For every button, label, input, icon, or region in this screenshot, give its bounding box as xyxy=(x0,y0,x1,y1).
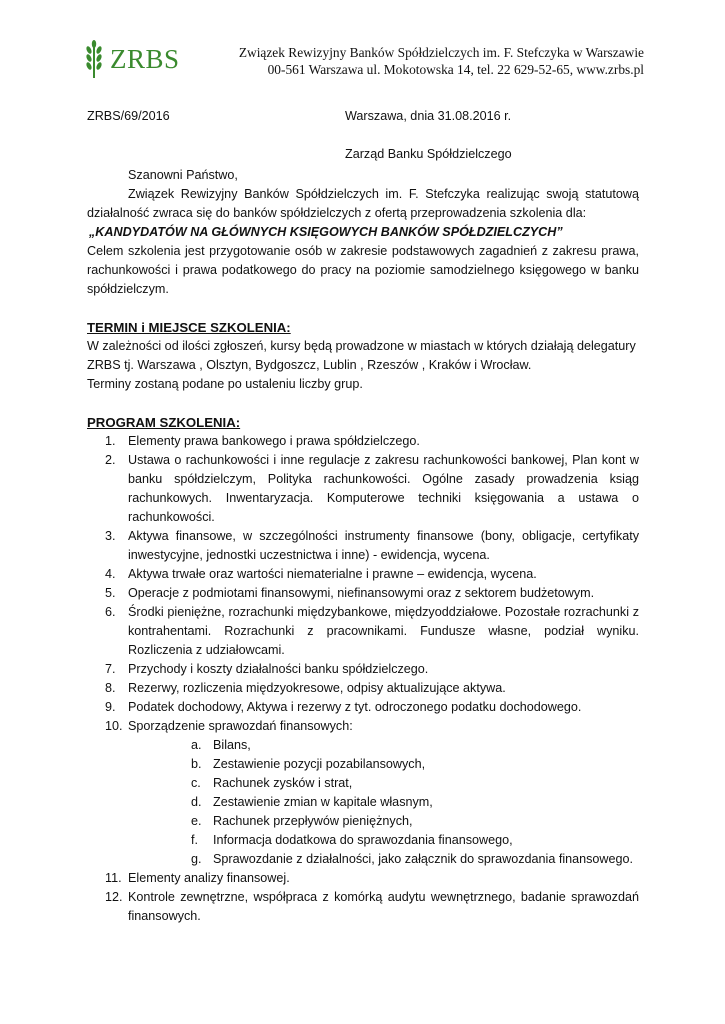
organization-info xyxy=(239,44,644,78)
logo-text: ZRBS xyxy=(110,43,180,74)
item-text: Przychody i koszty działalności banku spółdzielczego. xyxy=(128,662,429,676)
item-number: 2. xyxy=(105,453,116,467)
letter-body xyxy=(87,107,639,926)
item-text: Podatek dochodowy, Aktywa i rezerwy z tyt. odroczonego podatku dochodowego. xyxy=(128,700,582,714)
sub-item-text: Rachunek przepływów pieniężnych, xyxy=(213,814,413,828)
item-number: 12. xyxy=(105,890,123,904)
sub-item xyxy=(128,774,639,793)
reference-row xyxy=(87,107,639,126)
item-text: Sporządzenie sprawozdań finansowych: xyxy=(128,719,353,733)
sub-item-letter: b. xyxy=(191,757,202,771)
item-text: Ustawa o rachunkowości i inne regulacje z zakresu rachunkowości bankowej, Plan kont w banku spółdzielczym, Polityka rachunkowości. Ogólne zasady prowadzenia ksiąg rachunkowych. Inwentaryzacja. Komputerowe techniki księgowania a ustawa o rachunkowości. xyxy=(128,453,639,524)
item-text: Kontrole zewnętrzne, współpraca z komórką audytu wewnętrznego, badanie sprawozdań finansowych. xyxy=(128,890,639,923)
item-number: 8. xyxy=(105,681,116,695)
item-text: Rezerwy, rozliczenia międzyokresowe, odpisy aktualizujące aktywa. xyxy=(128,681,506,695)
item-number: 3. xyxy=(105,529,116,543)
sub-item xyxy=(128,755,639,774)
termin-heading: TERMIN i MIEJSCE SZKOLENIA: xyxy=(87,320,291,335)
item-number: 9. xyxy=(105,700,116,714)
program-item xyxy=(87,869,639,888)
program-item xyxy=(87,565,639,584)
wheat-icon xyxy=(84,40,104,78)
program-item xyxy=(87,527,639,565)
intro-paragraph: Związek Rewizyjny Banków Spółdzielczych im. F. Stefczyka realizując swoją statutową działalność zwraca się do banków spółdzielczych z ofertą przeprowadzenia szkolenia dla: xyxy=(87,187,639,220)
sub-item-letter: g. xyxy=(191,852,202,866)
termin-line: ZRBS tj. Warszawa , Olsztyn, Bydgoszcz, Lublin , Rzeszów , Kraków i Wrocław. xyxy=(87,358,532,372)
item-text: Aktywa trwałe oraz wartości niematerialne i prawne – ewidencja, wycena. xyxy=(128,567,537,581)
sub-item-letter: a. xyxy=(191,738,202,752)
item-number: 11. xyxy=(105,871,122,885)
sub-item xyxy=(128,812,639,831)
sub-item-letter: c. xyxy=(191,776,201,790)
zrbs-logo xyxy=(84,40,180,78)
sub-item-letter: d. xyxy=(191,795,202,809)
program-item xyxy=(87,584,639,603)
item-number: 4. xyxy=(105,567,116,581)
item-text: Elementy analizy finansowej. xyxy=(128,871,290,885)
item-number: 10. xyxy=(105,719,123,733)
program-item xyxy=(87,679,639,698)
program-heading: PROGRAM SZKOLENIA: xyxy=(87,415,241,430)
termin-line: Terminy zostaną podane po ustaleniu liczby grup. xyxy=(87,377,363,391)
sub-item-text: Rachunek zysków i strat, xyxy=(213,776,353,790)
program-item xyxy=(87,888,639,926)
sub-item-letter: f. xyxy=(191,833,198,847)
sub-item-text: Sprawozdanie z działalności, jako załącznik do sprawozdania finansowego. xyxy=(213,852,634,866)
goal-paragraph: Celem szkolenia jest przygotowanie osób w zakresie podstawowych zagadnień z zakresu prawa, rachunkowości i prawa podatkowego do pracy na poziomie samodzielnego księgowego w banku spółdzielczym. xyxy=(87,244,639,296)
organization-name: Związek Rewizyjny Banków Spółdzielczych im. F. Stefczyka w Warszawie xyxy=(238,45,644,60)
termin-line: W zależności od ilości zgłoszeń, kursy będą prowadzone w miastach w których działają delegatury xyxy=(87,339,636,353)
program-item xyxy=(87,698,639,717)
sub-item xyxy=(128,850,639,869)
program-item xyxy=(87,660,639,679)
item-text: Operacje z podmiotami finansowymi, niefinansowymi oraz z sektorem budżetowym. xyxy=(128,586,595,600)
program-item xyxy=(87,603,639,660)
program-item xyxy=(87,717,639,869)
item-number: 5. xyxy=(105,586,116,600)
item-text: Środki pieniężne, rozrachunki międzybankowe, międzyoddziałowe. Pozostałe rozrachunki z kontrahentami. Rozrachunki z pracownikami. Fundusze własne, podział wyniku. Rozliczenia z udziałowcami. xyxy=(128,605,639,657)
sub-item-text: Zestawienie zmian w kapitale własnym, xyxy=(213,795,433,809)
item-number: 7. xyxy=(105,662,116,676)
item-number: 6. xyxy=(105,605,116,619)
sub-item-text: Bilans, xyxy=(213,738,251,752)
item-text: Aktywa finansowe, w szczególności instrumenty finansowe (bony, obligacje, certyfikaty inwestycyjne, jednostki uczestnictwa i inne) - ewidencja, wycena. xyxy=(128,529,639,562)
program-item xyxy=(87,432,639,451)
organization-address: 00-561 Warszawa ul. Mokotowska 14, tel. 22 629-52-65, www.zrbs.pl xyxy=(267,62,644,77)
program-list xyxy=(87,432,639,926)
recipient: Zarząd Banku Spółdzielczego xyxy=(345,147,512,161)
sub-item xyxy=(128,831,639,850)
sub-item xyxy=(128,793,639,812)
reference-number: ZRBS/69/2016 xyxy=(87,109,170,123)
sub-item xyxy=(128,736,639,755)
place-date: Warszawa, dnia 31.08.2016 r. xyxy=(345,109,512,123)
course-title: „KANDYDATÓW NA GŁÓWNYCH KSIĘGOWYCH BANKÓW SPÓŁDZIELCZYCH” xyxy=(89,225,563,239)
letterhead xyxy=(84,40,644,84)
sub-item-text: Informacja dodatkowa do sprawozdania finansowego, xyxy=(213,833,513,847)
sub-item-text: Zestawienie pozycji pozabilansowych, xyxy=(213,757,426,771)
financial-statements-sublist xyxy=(128,736,639,869)
greeting: Szanowni Państwo, xyxy=(128,168,238,182)
program-item xyxy=(87,451,639,527)
item-number: 1. xyxy=(105,434,116,448)
sub-item-letter: e. xyxy=(191,814,202,828)
item-text: Elementy prawa bankowego i prawa spółdzielczego. xyxy=(128,434,420,448)
